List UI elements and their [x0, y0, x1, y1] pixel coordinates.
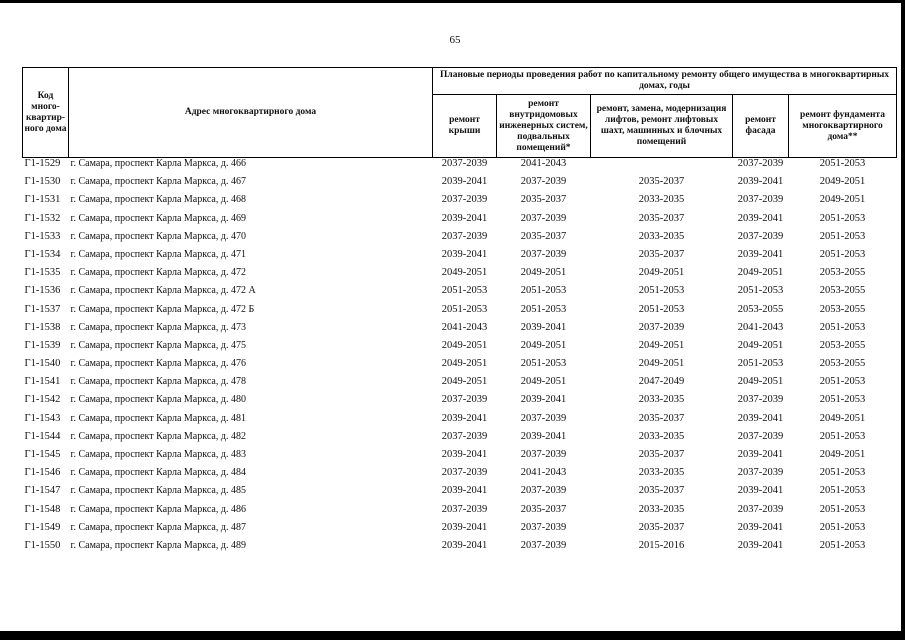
code-cell: Г1-1533 [24, 230, 61, 242]
systems-period-cell: 2035-2037 [520, 230, 567, 242]
facade-period-cell: 2051-2053 [737, 285, 784, 297]
table-row [23, 467, 897, 485]
address-cell: г. Самара, проспект Карла Маркса, д. 469 [70, 212, 246, 224]
elevators-period-cell: 2033-2035 [638, 503, 685, 515]
address-cell: г. Самара, проспект Карла Маркса, д. 472 А [70, 285, 256, 297]
table-row [23, 304, 897, 322]
systems-period-cell: 2037-2039 [520, 248, 567, 260]
foundation-period-cell: 2053-2055 [819, 285, 866, 297]
roof-period-cell: 2051-2053 [441, 303, 488, 315]
code-cell: Г1-1535 [24, 267, 61, 279]
facade-period-cell: 2051-2053 [737, 358, 784, 370]
facade-period-cell: 2039-2041 [737, 248, 784, 260]
code-cell: Г1-1538 [24, 321, 61, 333]
systems-period-cell: 2051-2053 [520, 358, 567, 370]
header-address: Адрес многоквартирного дома [69, 68, 433, 158]
header-systems: ремонт внутридомовых инженерных систем, подвальных помещений* [497, 95, 591, 158]
table-row [23, 449, 897, 467]
facade-period-cell: 2037-2039 [737, 467, 784, 479]
address-cell: г. Самара, проспект Карла Маркса, д. 484 [70, 467, 246, 479]
facade-period-cell: 2039-2041 [737, 212, 784, 224]
table-row [23, 285, 897, 303]
roof-period-cell: 2037-2039 [441, 230, 488, 242]
address-cell: г. Самара, проспект Карла Маркса, д. 467 [70, 176, 246, 188]
roof-period-cell: 2041-2043 [441, 321, 488, 333]
foundation-period-cell: 2051-2053 [819, 158, 866, 169]
foundation-period-cell: 2051-2053 [819, 394, 866, 406]
address-cell: г. Самара, проспект Карла Маркса, д. 486 [70, 503, 246, 515]
code-cell: Г1-1544 [24, 430, 61, 442]
foundation-period-cell: 2051-2053 [819, 521, 866, 533]
roof-period-cell: 2049-2051 [441, 339, 488, 351]
systems-period-cell: 2049-2051 [520, 376, 567, 388]
roof-period-cell: 2051-2053 [441, 285, 488, 297]
systems-period-cell: 2039-2041 [520, 430, 567, 442]
code-cell: Г1-1541 [24, 376, 61, 388]
foundation-period-cell: 2053-2055 [819, 267, 866, 279]
code-cell: Г1-1542 [24, 394, 61, 406]
code-cell: Г1-1532 [24, 212, 61, 224]
repair-schedule-table [22, 67, 897, 558]
code-cell: Г1-1547 [24, 485, 61, 497]
foundation-period-cell: 2051-2053 [819, 539, 866, 551]
systems-period-cell: 2049-2051 [520, 339, 567, 351]
elevators-period-cell: 2035-2037 [638, 412, 685, 424]
foundation-period-cell: 2051-2053 [819, 230, 866, 242]
elevators-period-cell: 2047-2049 [638, 376, 685, 388]
facade-period-cell: 2041-2043 [737, 321, 784, 333]
systems-period-cell: 2037-2039 [520, 412, 567, 424]
address-cell: г. Самара, проспект Карла Маркса, д. 478 [70, 376, 246, 388]
facade-period-cell: 2053-2055 [737, 303, 784, 315]
elevators-period-cell: 2033-2035 [638, 194, 685, 206]
header-facade: ремонт фасада [733, 95, 789, 158]
systems-period-cell: 2041-2043 [520, 467, 567, 479]
foundation-period-cell: 2053-2055 [819, 303, 866, 315]
facade-period-cell: 2037-2039 [737, 194, 784, 206]
address-cell: г. Самара, проспект Карла Маркса, д. 475 [70, 339, 246, 351]
elevators-period-cell: 2051-2053 [638, 285, 685, 297]
table-row [23, 322, 897, 340]
address-cell: г. Самара, проспект Карла Маркса, д. 482 [70, 430, 246, 442]
foundation-period-cell: 2051-2053 [819, 248, 866, 260]
systems-period-cell: 2035-2037 [520, 503, 567, 515]
table-row [23, 267, 897, 285]
table-row [23, 176, 897, 194]
code-cell: Г1-1540 [24, 358, 61, 370]
facade-period-cell: 2037-2039 [737, 230, 784, 242]
foundation-period-cell: 2051-2053 [819, 376, 866, 388]
address-cell: г. Самара, проспект Карла Маркса, д. 483 [70, 449, 246, 460]
facade-period-cell: 2037-2039 [737, 158, 784, 169]
table-row [23, 249, 897, 267]
page-top-border [0, 0, 905, 3]
roof-period-cell: 2039-2041 [441, 412, 488, 424]
address-cell: г. Самара, проспект Карла Маркса, д. 470 [70, 230, 246, 242]
roof-period-cell: 2039-2041 [441, 539, 488, 551]
address-cell: г. Самара, проспект Карла Маркса, д. 480 [70, 394, 246, 406]
facade-period-cell: 2049-2051 [737, 267, 784, 279]
elevators-period-cell: 2049-2051 [638, 358, 685, 370]
elevators-period-cell: 2015-2016 [638, 539, 685, 551]
foundation-period-cell: 2051-2053 [819, 503, 866, 515]
code-cell: Г1-1534 [24, 248, 61, 260]
elevators-period-cell: 2035-2037 [638, 449, 685, 460]
table-row [23, 394, 897, 412]
systems-period-cell: 2037-2039 [520, 485, 567, 497]
roof-period-cell: 2039-2041 [441, 176, 488, 188]
roof-period-cell: 2037-2039 [441, 194, 488, 206]
facade-period-cell: 2039-2041 [737, 176, 784, 188]
code-cell: Г1-1537 [24, 303, 61, 315]
foundation-period-cell: 2049-2051 [819, 449, 866, 460]
address-cell: г. Самара, проспект Карла Маркса, д. 489 [70, 539, 246, 551]
elevators-period-cell: 2033-2035 [638, 230, 685, 242]
foundation-period-cell: 2049-2051 [819, 412, 866, 424]
facade-period-cell: 2037-2039 [737, 503, 784, 515]
page-number: 65 [449, 34, 461, 46]
table-row [23, 194, 897, 212]
code-cell: Г1-1531 [24, 194, 61, 206]
elevators-period-cell: 2035-2037 [638, 176, 685, 188]
table-row [23, 340, 897, 358]
elevators-period-cell: 2035-2037 [638, 485, 685, 497]
code-cell: Г1-1545 [24, 449, 61, 460]
table-row [23, 522, 897, 540]
address-cell: г. Самара, проспект Карла Маркса, д. 468 [70, 194, 246, 206]
facade-period-cell: 2037-2039 [737, 430, 784, 442]
systems-period-cell: 2039-2041 [520, 321, 567, 333]
foundation-period-cell: 2051-2053 [819, 321, 866, 333]
systems-period-cell: 2037-2039 [520, 521, 567, 533]
roof-period-cell: 2039-2041 [441, 449, 488, 460]
elevators-period-cell: 2049-2051 [638, 267, 685, 279]
address-cell: г. Самара, проспект Карла Маркса, д. 472 [70, 267, 246, 279]
table-row [23, 540, 897, 558]
foundation-period-cell: 2051-2053 [819, 467, 866, 479]
page-right-border [901, 0, 905, 640]
code-cell: Г1-1536 [24, 285, 61, 297]
table-row [23, 231, 897, 249]
systems-period-cell: 2051-2053 [520, 303, 567, 315]
table-row [23, 413, 897, 431]
address-cell: г. Самара, проспект Карла Маркса, д. 481 [70, 412, 246, 424]
elevators-period-cell: 2033-2035 [638, 430, 685, 442]
address-cell: г. Самара, проспект Карла Маркса, д. 485 [70, 485, 246, 497]
code-cell: Г1-1549 [24, 521, 61, 533]
facade-period-cell: 2039-2041 [737, 412, 784, 424]
foundation-period-cell: 2049-2051 [819, 194, 866, 206]
systems-period-cell: 2037-2039 [520, 539, 567, 551]
elevators-period-cell: 2033-2035 [638, 467, 685, 479]
code-cell: Г1-1539 [24, 339, 61, 351]
roof-period-cell: 2039-2041 [441, 212, 488, 224]
roof-period-cell: 2039-2041 [441, 521, 488, 533]
address-cell: г. Самара, проспект Карла Маркса, д. 472 Б [70, 303, 255, 315]
address-cell: г. Самара, проспект Карла Маркса, д. 471 [70, 248, 246, 260]
address-cell: г. Самара, проспект Карла Маркса, д. 466 [70, 158, 246, 169]
foundation-period-cell: 2053-2055 [819, 339, 866, 351]
address-cell: г. Самара, проспект Карла Маркса, д. 476 [70, 358, 246, 370]
systems-period-cell: 2051-2053 [520, 285, 567, 297]
systems-period-cell: 2037-2039 [520, 449, 567, 460]
header-elevators: ремонт, замена, модернизация лифтов, ремонт лифтовых шахт, машинных и блочных помещений [591, 95, 733, 158]
foundation-period-cell: 2049-2051 [819, 176, 866, 188]
roof-period-cell: 2037-2039 [441, 467, 488, 479]
systems-period-cell: 2037-2039 [520, 212, 567, 224]
systems-period-cell: 2035-2037 [520, 194, 567, 206]
foundation-period-cell: 2051-2053 [819, 485, 866, 497]
facade-period-cell: 2039-2041 [737, 521, 784, 533]
roof-period-cell: 2049-2051 [441, 267, 488, 279]
elevators-period-cell [591, 158, 733, 177]
roof-period-cell: 2049-2051 [441, 376, 488, 388]
table-row [23, 431, 897, 449]
elevators-period-cell: 2035-2037 [638, 521, 685, 533]
elevators-period-cell: 2049-2051 [638, 339, 685, 351]
header-foundation: ремонт фундамента многоквартирного дома** [789, 95, 897, 158]
systems-period-cell: 2037-2039 [520, 176, 567, 188]
table-row [23, 158, 897, 177]
table-row [23, 213, 897, 231]
elevators-period-cell: 2051-2053 [638, 303, 685, 315]
roof-period-cell: 2039-2041 [441, 485, 488, 497]
facade-period-cell: 2049-2051 [737, 376, 784, 388]
table-row [23, 485, 897, 503]
roof-period-cell: 2037-2039 [441, 503, 488, 515]
table-body [23, 158, 897, 559]
roof-period-cell: 2049-2051 [441, 358, 488, 370]
facade-period-cell: 2039-2041 [737, 449, 784, 460]
facade-period-cell: 2039-2041 [737, 539, 784, 551]
systems-period-cell: 2049-2051 [520, 267, 567, 279]
code-cell: Г1-1548 [24, 503, 61, 515]
table-row [23, 504, 897, 522]
foundation-period-cell: 2051-2053 [819, 212, 866, 224]
roof-period-cell: 2037-2039 [441, 394, 488, 406]
facade-period-cell: 2037-2039 [737, 394, 784, 406]
foundation-period-cell: 2051-2053 [819, 430, 866, 442]
header-group-title: Плановые периоды проведения работ по капитальному ремонту общего имущества в многоквартирных домах, годы [433, 68, 897, 95]
elevators-period-cell: 2035-2037 [638, 212, 685, 224]
systems-period-cell: 2039-2041 [520, 394, 567, 406]
address-cell: г. Самара, проспект Карла Маркса, д. 473 [70, 321, 246, 333]
facade-period-cell: 2049-2051 [737, 339, 784, 351]
roof-period-cell: 2039-2041 [441, 248, 488, 260]
address-cell: г. Самара, проспект Карла Маркса, д. 487 [70, 521, 246, 533]
code-cell: Г1-1546 [24, 467, 61, 479]
elevators-period-cell: 2035-2037 [638, 248, 685, 260]
elevators-period-cell: 2037-2039 [638, 321, 685, 333]
page-bottom-border [0, 631, 905, 640]
roof-period-cell: 2037-2039 [441, 430, 488, 442]
code-cell: Г1-1550 [24, 539, 61, 551]
header-roof: ремонт крыши [433, 95, 497, 158]
code-cell: Г1-1529 [24, 158, 61, 169]
systems-period-cell: 2041-2043 [520, 158, 567, 169]
foundation-period-cell: 2053-2055 [819, 358, 866, 370]
table-row [23, 376, 897, 394]
header-code: Код много-квартир-ного дома [23, 68, 69, 158]
code-cell: Г1-1543 [24, 412, 61, 424]
elevators-period-cell: 2033-2035 [638, 394, 685, 406]
code-cell: Г1-1530 [24, 176, 61, 188]
table-row [23, 358, 897, 376]
facade-period-cell: 2039-2041 [737, 485, 784, 497]
roof-period-cell: 2037-2039 [441, 158, 488, 169]
